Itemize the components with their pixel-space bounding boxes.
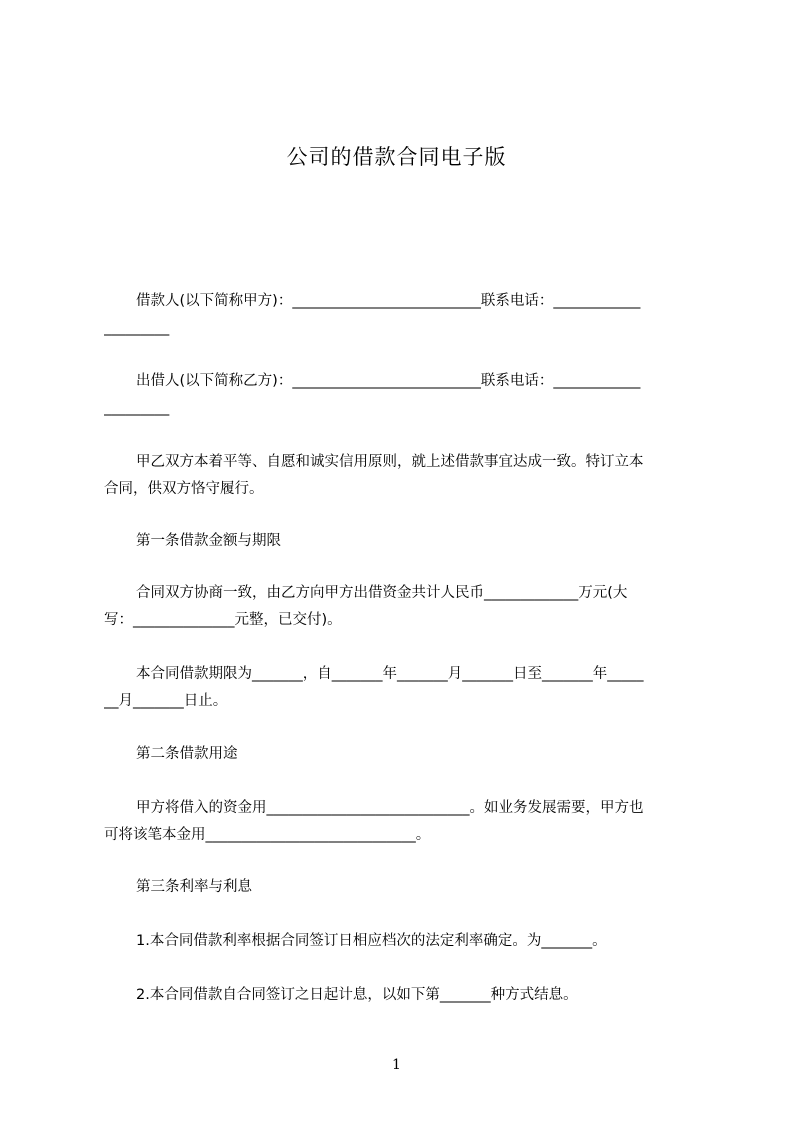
lender-line: 出借人(以下简称乙方)：__________________________联系电话：____________ (136, 373, 641, 389)
lender-line-cont: _________ (104, 400, 170, 416)
amount-line-cont: 写：______________元整，已交付)。 (104, 612, 342, 628)
document-title: 公司的借款合同电子版 (286, 145, 507, 169)
article-3-heading: 第三条利率与利息 (136, 879, 252, 895)
borrower-line-cont: _________ (104, 320, 170, 336)
term-line-cont: __月_______日止。 (104, 693, 228, 709)
term-line: 本合同借款期限为_______，自_______年_______月_______日至_______年_____ (136, 666, 644, 682)
amount-line: 合同双方协商一致，由乙方向甲方出借资金共计人民币_____________万元(大 (136, 585, 628, 601)
article-1-heading: 第一条借款金额与期限 (136, 533, 281, 549)
purpose-line: 甲方将借入的资金用____________________________。如业务发展需要，甲方也 (136, 800, 644, 816)
preamble-line-cont: 合同，供双方恪守履行。 (104, 481, 264, 497)
interest-rate-line: 1.本合同借款利率根据合同签订日相应档次的法定利率确定。为_______。 (136, 933, 607, 949)
borrower-line: 借款人(以下简称甲方)：__________________________联系电话：____________ (136, 293, 641, 309)
page-number: 1 (392, 1057, 401, 1073)
interest-method-line: 2.本合同借款自合同签订之日起计息，以如下第_______种方式结息。 (136, 987, 578, 1003)
article-2-heading: 第二条借款用途 (136, 746, 238, 762)
preamble-line: 甲乙双方本着平等、自愿和诚实信用原则，就上述借款事宜达成一致。特订立本 (136, 454, 644, 470)
purpose-line-cont: 可将该笔本金用_____________________________。 (104, 827, 431, 843)
